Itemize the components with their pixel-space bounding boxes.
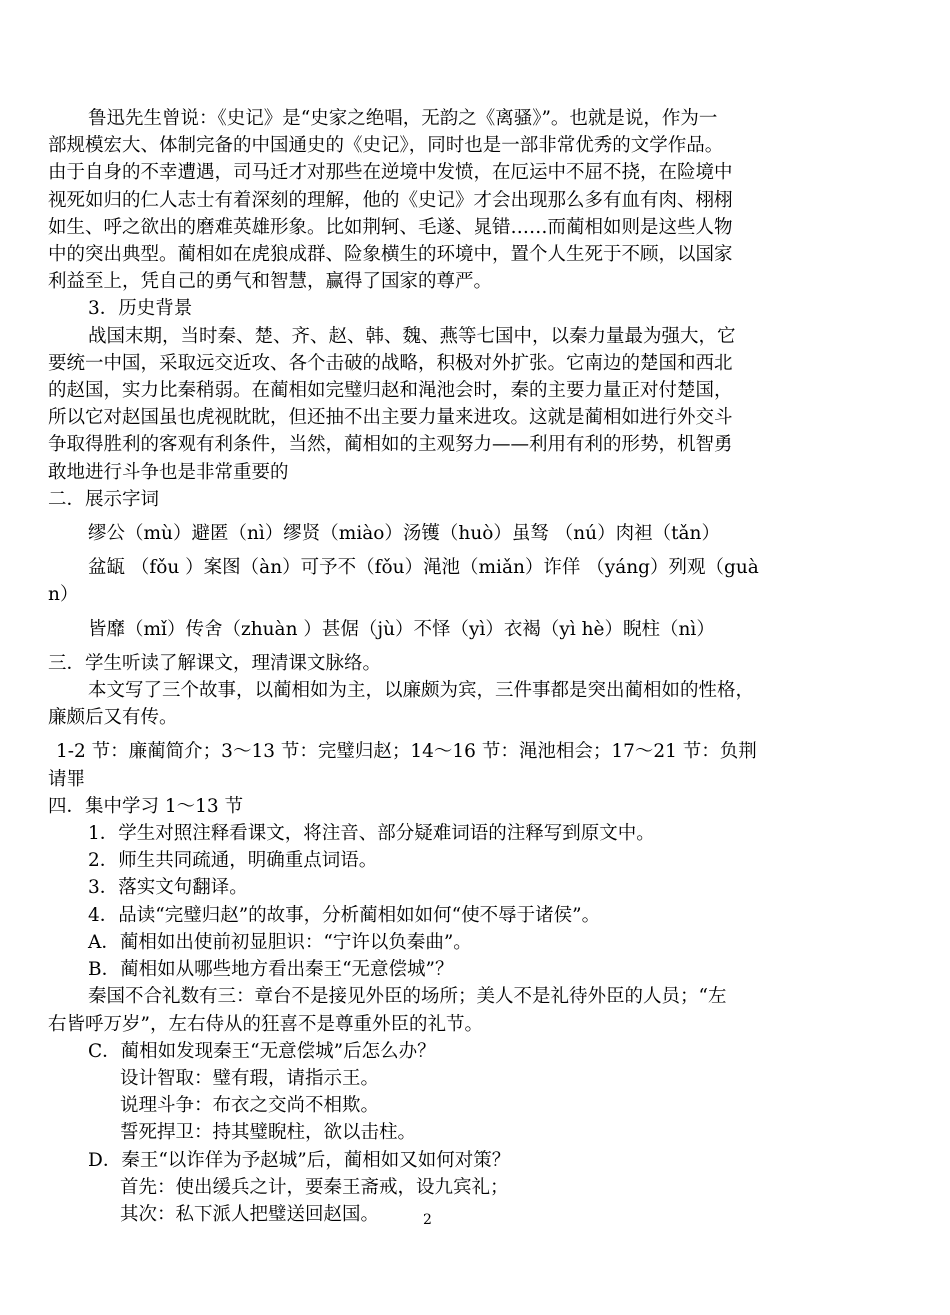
list-item: 说理斗争：布衣之交尚不相欺。 bbox=[120, 1095, 380, 1117]
document-body bbox=[48, 105, 808, 1228]
list-item: D．秦王“以诈佯为予赵城”后，蔺相如又如何对策？ bbox=[88, 1149, 511, 1171]
list-item: 3．落实文句翻译。 bbox=[88, 877, 248, 899]
list-item: 首先：使出缓兵之计，要秦王斋戒，设九宾礼； bbox=[120, 1176, 509, 1198]
text-line: 右皆呼万岁”，左右侍从的狂喜不是尊重外臣的礼节。 bbox=[48, 1013, 483, 1035]
text-line: 战国末期，当时秦、楚、齐、赵、韩、魏、燕等七国中，以秦力量最为强大，它 bbox=[88, 325, 736, 347]
section-heading: 三．学生听读了解课文，理清课文脉络。 bbox=[48, 652, 382, 674]
list-item: C．蔺相如发现秦王“无意偿城”后怎么办？ bbox=[88, 1040, 436, 1062]
list-item: 设计智取：璧有瑕，请指示王。 bbox=[120, 1067, 380, 1089]
section-heading: 3．历史背景 bbox=[88, 298, 193, 320]
vocab-line: n） bbox=[48, 584, 79, 606]
text-line: 秦国不合礼数有三：章台不是接见外臣的场所；美人不是礼待外臣的人员；“左 bbox=[88, 986, 727, 1008]
page-number: 2 bbox=[423, 1212, 432, 1228]
text-line: 要统一中国，采取远交近攻、各个击破的战略，积极对外扩张。它南边的楚国和西北 bbox=[48, 352, 733, 374]
text-line: 敢地进行斗争也是非常重要的 bbox=[48, 461, 289, 483]
list-item: 1．学生对照注释看课文，将注音、部分疑难词语的注释写到原文中。 bbox=[88, 823, 655, 845]
text-line: 鲁迅先生曾说：《史记》是“史家之绝唱，无韵之《离骚》”。也就是说，作为一 bbox=[88, 108, 718, 129]
text-line: 视死如归的仁人志士有着深刻的理解，他的《史记》才会出现那么多有血有肉、栩栩 bbox=[48, 189, 733, 211]
text-line: 部规模宏大、体制完备的中国通史的《史记》，同时也是一部非常优秀的文学作品。 bbox=[48, 135, 724, 157]
vocab-line: 缪公（mù）避匿（nì）缪贤（miào）汤镬（huò）虽驽 （nú）肉袒（tǎn） bbox=[88, 523, 720, 545]
text-line: 由于自身的不幸遭遇，司马迁才对那些在逆境中发愤，在厄运中不屈不挠，在险境中 bbox=[48, 162, 733, 184]
list-item: B．蔺相如从哪些地方看出秦王“无意偿城”？ bbox=[88, 959, 454, 981]
list-item: 誓死捍卫：持其璧睨柱，欲以击柱。 bbox=[120, 1122, 417, 1144]
text-line: 1-2 节：廉蔺简介；3～13 节：完璧归赵；14～16 节：渑池相会；17～21 节：负荆 bbox=[56, 741, 757, 763]
text-line: 本文写了三个故事，以蔺相如为主，以廉颇为宾，三件事都是突出蔺相如的性格， bbox=[88, 680, 755, 702]
text-line: 请罪 bbox=[48, 768, 86, 790]
list-item: 4．品读“完璧归赵”的故事，分析蔺相如如何“使不辱于诸侯”。 bbox=[88, 904, 601, 926]
list-item: 其次：私下派人把璧送回赵国。 bbox=[120, 1203, 380, 1225]
vocab-line: 盆缻 （fǒu ）案图（àn）可予不（fǒu）渑池（miǎn）诈佯 （yáng）列观（guà bbox=[88, 557, 759, 579]
vocab-line: 皆靡（mǐ）传舍（zhuàn ）甚倨（jù）不怿（yì）衣褐（yì hè）睨柱（nì） bbox=[88, 618, 715, 640]
text-line: 的赵国，实力比秦稍弱。在蔺相如完璧归赵和渑池会时，秦的主要力量正对付楚国， bbox=[48, 380, 733, 402]
text-line: 如生、呼之欲出的磨难英雄形象。比如荆轲、毛遂、晁错……而蔺相如则是这些人物 bbox=[48, 216, 733, 238]
section-heading: 二．展示字词 bbox=[48, 488, 160, 510]
text-line: 争取得胜利的客观有利条件，当然，蔺相如的主观努力——利用有利的形势，机智勇 bbox=[48, 434, 733, 456]
text-line: 利益至上，凭自己的勇气和智慧，赢得了国家的尊严。 bbox=[48, 271, 493, 293]
text-line: 中的突出典型。蔺相如在虎狼成群、险象横生的环境中，置个人生死于不顾，以国家 bbox=[48, 244, 733, 266]
list-item: 2．师生共同疏通，明确重点词语。 bbox=[88, 850, 378, 872]
section-heading: 四．集中学习 1～13 节 bbox=[48, 795, 244, 817]
text-line: 所以它对赵国虽也虎视眈眈，但还抽不出主要力量来进攻。这就是蔺相如进行外交斗 bbox=[48, 407, 733, 429]
list-item: A．蔺相如出使前初显胆识：“宁许以负秦曲”。 bbox=[88, 931, 472, 953]
text-line: 廉颇后又有传。 bbox=[48, 707, 178, 729]
